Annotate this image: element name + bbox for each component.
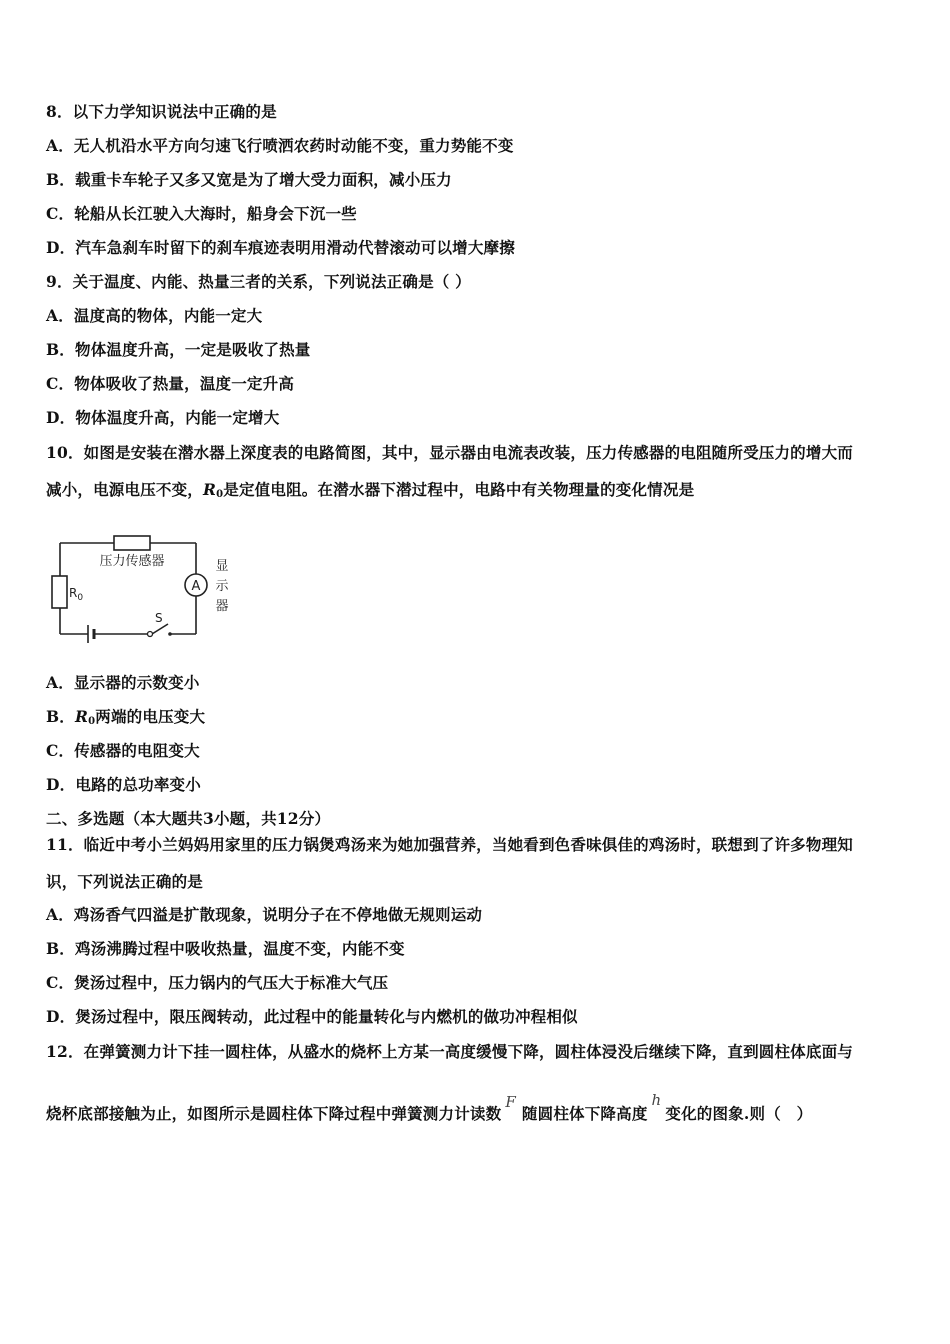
- circuit-diagram: [44, 524, 244, 650]
- q9-option-d: D．物体温度升高，内能一定增大: [46, 408, 280, 427]
- q10-r-symbol: R: [203, 480, 217, 499]
- r0-label: [69, 586, 83, 603]
- q12-stem-part1: 烧杯底部接触为止，如图所示是圆柱体下降过程中弹簧测力计读数: [46, 1104, 502, 1123]
- r0-label-sub: 0: [77, 593, 84, 603]
- q11-option-c: C．煲汤过程中，压力锅内的气压大于标准大气压: [46, 973, 389, 992]
- q10-stem-part2: 是定值电阻。在潜水器下潜过程中，电路中有关物理量的变化情况是: [223, 480, 695, 499]
- q10-stem-line1: 10．如图是安装在潜水器上深度表的电路简图，其中，显示器由电流表改装，压力传感器的电阻随所受压力的增大而: [46, 443, 853, 462]
- q12-stem-part2: 随圆柱体下降高度: [521, 1104, 648, 1123]
- q9-option-b: B．物体温度升高，一定是吸收了热量: [46, 340, 311, 359]
- q10-option-b-suffix: 两端的电压变大: [95, 707, 206, 726]
- switch-label: S: [155, 611, 163, 625]
- q10-option-c: C．传感器的电阻变大: [46, 741, 200, 760]
- ammeter-label: A: [191, 579, 201, 594]
- q11-option-d: D．煲汤过程中，限压阀转动，此过程中的能量转化与内燃机的做功冲程相似: [46, 1007, 578, 1026]
- r0-resistor: [52, 576, 67, 608]
- section2-title: 二、多选题（本大题共3小题，共12分）: [46, 809, 331, 828]
- q8-option-d: D．汽车急刹车时留下的刹车痕迹表明用滑动代替滚动可以增大摩擦: [46, 238, 515, 257]
- q9-option-a: A．温度高的物体，内能一定大: [46, 306, 263, 325]
- q10-stem-part1: 减小，电源电压不变，: [46, 480, 204, 499]
- q12-var-f: F: [505, 1093, 516, 1111]
- q12-stem-line2: [46, 1091, 813, 1124]
- pressure-sensor-resistor: [114, 536, 150, 550]
- q11-option-b: B．鸡汤沸腾过程中吸收热量，温度不变，内能不变: [46, 939, 405, 958]
- q12-stem-part3: 变化的图象.则（ ）: [665, 1104, 813, 1123]
- q10-r-subscript: 0: [216, 489, 224, 500]
- switch-pivot: [148, 632, 153, 637]
- switch-lever: [152, 624, 168, 634]
- q8-option-a: A．无人机沿水平方向匀速飞行喷洒农药时动能不变，重力势能不变: [46, 136, 514, 155]
- q10-option-d: D．电路的总功率变小: [46, 775, 201, 794]
- q10-option-b: [46, 707, 205, 732]
- q10-option-b-prefix: B．: [46, 707, 76, 726]
- q8-option-b: B．载重卡车轮子又多又宽是为了增大受力面积，减小压力: [46, 170, 452, 189]
- q8-option-c: C．轮船从长江驶入大海时，船身会下沉一些: [46, 204, 357, 223]
- q8-stem: 8．以下力学知识说法中正确的是: [46, 102, 277, 121]
- q10-option-a: A．显示器的示数变小: [46, 673, 200, 692]
- q9-stem: 9．关于温度、内能、热量三者的关系，下列说法正确是（ ）: [46, 272, 471, 291]
- q10-option-b-sub: 0: [88, 716, 96, 727]
- q11-option-a: A．鸡汤香气四溢是扩散现象，说明分子在不停地做无规则运动: [46, 905, 483, 924]
- q10-option-b-r: R: [75, 707, 89, 726]
- q12-var-h: h: [651, 1091, 662, 1109]
- display-char-1: 显: [215, 559, 229, 574]
- display-char-2: 示: [215, 579, 229, 594]
- switch-contact: [168, 632, 172, 636]
- q9-option-c: C．物体吸收了热量，温度一定升高: [46, 374, 295, 393]
- q12-stem-line1: 12．在弹簧测力计下挂一圆柱体，从盛水的烧杯上方某一高度缓慢下降，圆柱体浸没后继续下降，直到圆柱体底面与: [46, 1042, 853, 1061]
- q11-stem-line2: 识，下列说法正确的是: [46, 872, 204, 891]
- q10-stem-line2: [46, 480, 694, 505]
- q11-stem-line1: 11．临近中考小兰妈妈用家里的压力锅煲鸡汤来为她加强营养，当她看到色香味俱佳的鸡汤时，联想到了许多物理知: [46, 835, 853, 854]
- sensor-label: 压力传感器: [99, 554, 165, 569]
- r0-label-letter: R: [69, 586, 78, 600]
- display-char-3: 器: [215, 599, 229, 614]
